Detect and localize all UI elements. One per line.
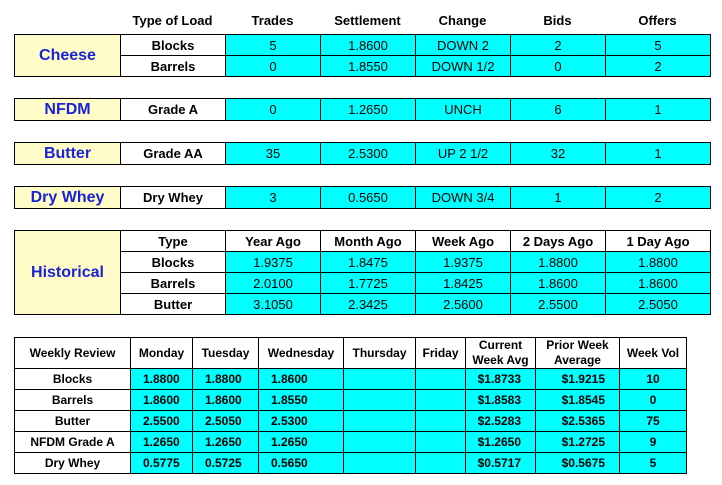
week-ago-value: 1.8425: [416, 273, 511, 294]
butter-label: Butter: [15, 143, 121, 165]
trades-value: 0: [226, 99, 321, 121]
weekly-review-table: [14, 337, 687, 474]
dry-whey-label: Dry Whey: [15, 187, 121, 209]
thursday-value: [344, 390, 416, 411]
settlement-value: 2.5300: [321, 143, 416, 165]
week-vol-value: 0: [620, 390, 687, 411]
current-week-avg-value: $1.8733: [466, 369, 536, 390]
header-week-vol: Week Vol: [620, 338, 687, 369]
change-value: UNCH: [416, 99, 511, 121]
wednesday-value: 1.8600: [259, 369, 344, 390]
tuesday-value: 1.8600: [193, 390, 259, 411]
year-ago-value: 1.9375: [226, 252, 321, 273]
nfdm-label: NFDM: [15, 99, 121, 121]
header-current-week-avg: Current Week Avg: [466, 338, 536, 369]
product-label: NFDM Grade A: [15, 432, 131, 453]
friday-value: [416, 432, 466, 453]
header-change: Change: [438, 12, 487, 28]
header-prior-week-average: Prior Week Average: [536, 338, 620, 369]
load-type: Grade AA: [121, 143, 226, 165]
offers-value: 1: [606, 143, 711, 165]
table-row: [15, 369, 687, 390]
tuesday-value: 1.2650: [193, 432, 259, 453]
week-vol-value: 75: [620, 411, 687, 432]
week-vol-value: 5: [620, 453, 687, 474]
month-ago-value: 1.7725: [321, 273, 416, 294]
thursday-value: [344, 453, 416, 474]
monday-value: 1.8600: [131, 390, 193, 411]
month-ago-value: 2.3425: [321, 294, 416, 315]
table-row: [15, 432, 687, 453]
change-value: DOWN 1/2: [416, 56, 511, 77]
load-type: Barrels: [121, 56, 226, 77]
header-weekly-review: Weekly Review: [15, 338, 131, 369]
prior-week-average-value: $1.8545: [536, 390, 620, 411]
header-friday: Friday: [416, 338, 466, 369]
bids-value: 0: [511, 56, 606, 77]
week-ago-value: 1.9375: [416, 252, 511, 273]
header-trades: Trades: [251, 12, 294, 28]
header-1-day-ago: 1 Day Ago: [606, 231, 711, 252]
change-value: UP 2 1/2: [416, 143, 511, 165]
table-row: [15, 411, 687, 432]
year-ago-value: 2.0100: [226, 273, 321, 294]
friday-value: [416, 411, 466, 432]
trades-value: 0: [226, 56, 321, 77]
header-year-ago: Year Ago: [226, 231, 321, 252]
settlement-value: 0.5650: [321, 187, 416, 209]
offers-value: 2: [606, 187, 711, 209]
prior-week-average-value: $0.5675: [536, 453, 620, 474]
1-day-ago-value: 2.5050: [606, 294, 711, 315]
historical-table: [14, 230, 711, 315]
table-row: [15, 143, 711, 165]
bids-value: 1: [511, 187, 606, 209]
current-week-avg-value: $1.2650: [466, 432, 536, 453]
1-day-ago-value: 1.8600: [606, 273, 711, 294]
wednesday-value: 2.5300: [259, 411, 344, 432]
product-label: Blocks: [15, 369, 131, 390]
friday-value: [416, 390, 466, 411]
change-value: DOWN 3/4: [416, 187, 511, 209]
load-type: Barrels: [121, 273, 226, 294]
month-ago-value: 1.8475: [321, 252, 416, 273]
header-type: Type: [121, 231, 226, 252]
prior-week-average-value: $2.5365: [536, 411, 620, 432]
product-label: Barrels: [15, 390, 131, 411]
monday-value: 0.5775: [131, 453, 193, 474]
market-header-row: [14, 8, 710, 32]
monday-value: 1.8800: [131, 369, 193, 390]
tuesday-value: 1.8800: [193, 369, 259, 390]
load-type: Grade A: [121, 99, 226, 121]
table-row: [15, 187, 711, 209]
header-2-days-ago: 2 Days Ago: [511, 231, 606, 252]
bids-value: 32: [511, 143, 606, 165]
cheese-table: [14, 34, 711, 77]
header-wednesday: Wednesday: [259, 338, 344, 369]
bids-value: 6: [511, 99, 606, 121]
load-type: Dry Whey: [121, 187, 226, 209]
trades-value: 5: [226, 35, 321, 56]
week-vol-value: 9: [620, 432, 687, 453]
header-type-of-load: Type of Load: [132, 12, 213, 28]
offers-value: 1: [606, 99, 711, 121]
friday-value: [416, 369, 466, 390]
header-spacer: [14, 8, 120, 32]
dry-whey-table: [14, 186, 711, 209]
wednesday-value: 0.5650: [259, 453, 344, 474]
offers-value: 2: [606, 56, 711, 77]
wednesday-value: 1.8550: [259, 390, 344, 411]
monday-value: 2.5500: [131, 411, 193, 432]
historical-label: Historical: [15, 231, 121, 315]
load-type: Butter: [121, 294, 226, 315]
header-offers: Offers: [638, 12, 677, 28]
thursday-value: [344, 432, 416, 453]
wednesday-value: 1.2650: [259, 432, 344, 453]
header-monday: Monday: [131, 338, 193, 369]
1-day-ago-value: 1.8800: [606, 252, 711, 273]
settlement-value: 1.2650: [321, 99, 416, 121]
current-week-avg-value: $2.5283: [466, 411, 536, 432]
thursday-value: [344, 411, 416, 432]
week-vol-value: 10: [620, 369, 687, 390]
product-label: Butter: [15, 411, 131, 432]
settlement-value: 1.8550: [321, 56, 416, 77]
table-row: [15, 35, 711, 56]
product-label: Dry Whey: [15, 453, 131, 474]
header-thursday: Thursday: [344, 338, 416, 369]
change-value: DOWN 2: [416, 35, 511, 56]
butter-table: [14, 142, 711, 165]
load-type: Blocks: [121, 252, 226, 273]
weekly-header-row: [15, 338, 687, 369]
current-week-avg-value: $1.8583: [466, 390, 536, 411]
header-week-ago: Week Ago: [416, 231, 511, 252]
prior-week-average-value: $1.9215: [536, 369, 620, 390]
settlement-value: 1.8600: [321, 35, 416, 56]
trades-value: 35: [226, 143, 321, 165]
prior-week-average-value: $1.2725: [536, 432, 620, 453]
2-days-ago-value: 1.8600: [511, 273, 606, 294]
trades-value: 3: [226, 187, 321, 209]
header-bids: Bids: [543, 12, 572, 28]
tuesday-value: 0.5725: [193, 453, 259, 474]
load-type: Blocks: [121, 35, 226, 56]
year-ago-value: 3.1050: [226, 294, 321, 315]
table-row: [15, 390, 687, 411]
cheese-label: Cheese: [15, 35, 121, 77]
current-week-avg-value: $0.5717: [466, 453, 536, 474]
thursday-value: [344, 369, 416, 390]
header-tuesday: Tuesday: [193, 338, 259, 369]
friday-value: [416, 453, 466, 474]
offers-value: 5: [606, 35, 711, 56]
2-days-ago-value: 1.8800: [511, 252, 606, 273]
header-month-ago: Month Ago: [321, 231, 416, 252]
header-settlement: Settlement: [334, 12, 401, 28]
table-row: [15, 99, 711, 121]
nfdm-table: [14, 98, 711, 121]
week-ago-value: 2.5600: [416, 294, 511, 315]
bids-value: 2: [511, 35, 606, 56]
2-days-ago-value: 2.5500: [511, 294, 606, 315]
table-row: [15, 453, 687, 474]
monday-value: 1.2650: [131, 432, 193, 453]
historical-header-row: [15, 231, 711, 252]
tuesday-value: 2.5050: [193, 411, 259, 432]
